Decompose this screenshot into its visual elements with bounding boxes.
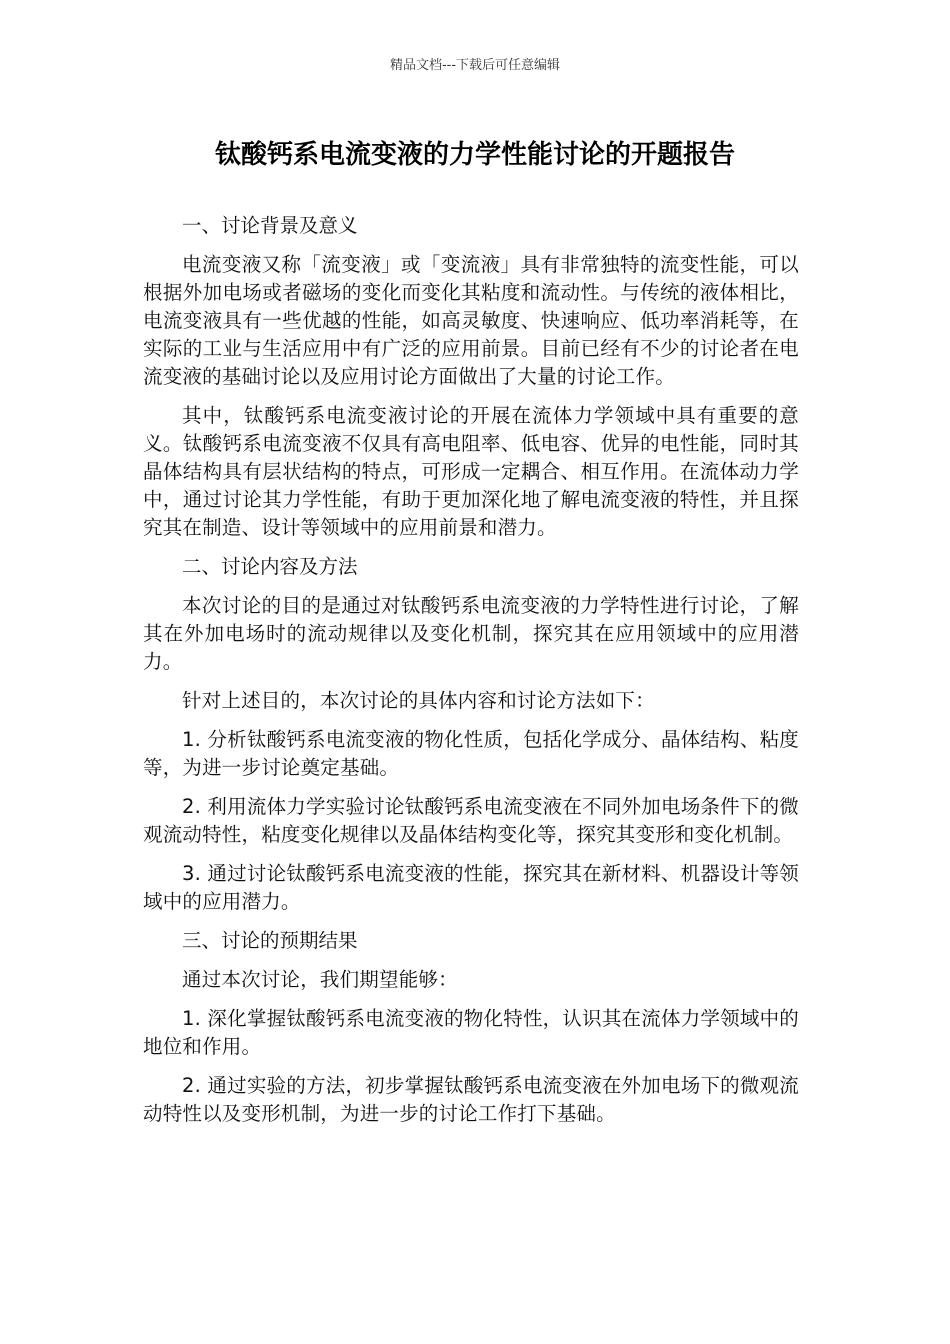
paragraph-methods-lead: 针对上述目的，本次讨论的具体内容和讨论方法如下： bbox=[182, 689, 655, 712]
document-body bbox=[143, 212, 799, 1139]
list-item-method-3: 3. 通过讨论钛酸钙系电流变液的性能，探究其在新材料、机器设计等领域中的应用潜力。 bbox=[143, 862, 799, 913]
list-item-result-1: 1. 深化掌握钛酸钙系电流变液的物化特性，认识其在流体力学领域中的地位和作用。 bbox=[143, 1007, 799, 1058]
section-heading-background: 一、讨论背景及意义 bbox=[182, 214, 358, 237]
section-heading-content-methods: 二、讨论内容及方法 bbox=[182, 555, 358, 578]
section-heading-expected-results: 三、讨论的预期结果 bbox=[182, 929, 358, 952]
paragraph-significance: 其中，钛酸钙系电流变液讨论的开展在流体力学领域中具有重要的意义。钛酸钙系电流变液不仅具有高电阻率、低电容、优异的电性能，同时其晶体结构具有层状结构的特点，可形成一定耦合、相互作用。在流体动力学中，通过讨论其力学性能，有助于更加深化地了解电流变液的特性，并且探究其在制造、设计等领域中的应用前景和潜力。 bbox=[143, 404, 799, 539]
paragraph-intro: 电流变液又称「流变液」或「变流液」具有非常独特的流变性能，可以根据外加电场或者磁场的变化而变化其粘度和流动性。与传统的液体相比，电流变液具有一些优越的性能，如高灵敏度、快速响应、低功率消耗等，在实际的工业与生活应用中有广泛的应用前景。目前已经有不少的讨论者在电流变液的基础讨论以及应用讨论方面做出了大量的讨论工作。 bbox=[143, 253, 799, 388]
list-item-method-2: 2. 利用流体力学实验讨论钛酸钙系电流变液在不同外加电场条件下的微观流动特性，粘度变化规律以及晶体结构变化等，探究其变形和变化机制。 bbox=[143, 795, 799, 846]
document-title: 钛酸钙系电流变液的力学性能讨论的开题报告 bbox=[214, 140, 735, 170]
list-item-result-2: 2. 通过实验的方法，初步掌握钛酸钙系电流变液在外加电场下的微观流动特性以及变形机制，为进一步的讨论工作打下基础。 bbox=[143, 1074, 799, 1125]
paragraph-purpose: 本次讨论的目的是通过对钛酸钙系电流变液的力学特性进行讨论，了解其在外加电场时的流动规律以及变化机制，探究其在应用领域中的应用潜力。 bbox=[143, 594, 799, 673]
list-item-method-1: 1. 分析钛酸钙系电流变液的物化性质，包括化学成分、晶体结构、粘度等，为进一步讨论奠定基础。 bbox=[143, 728, 799, 779]
paragraph-expectation-lead: 通过本次讨论，我们期望能够： bbox=[182, 968, 458, 991]
page-header-note: 精品文档---下载后可任意编辑 bbox=[389, 58, 561, 73]
